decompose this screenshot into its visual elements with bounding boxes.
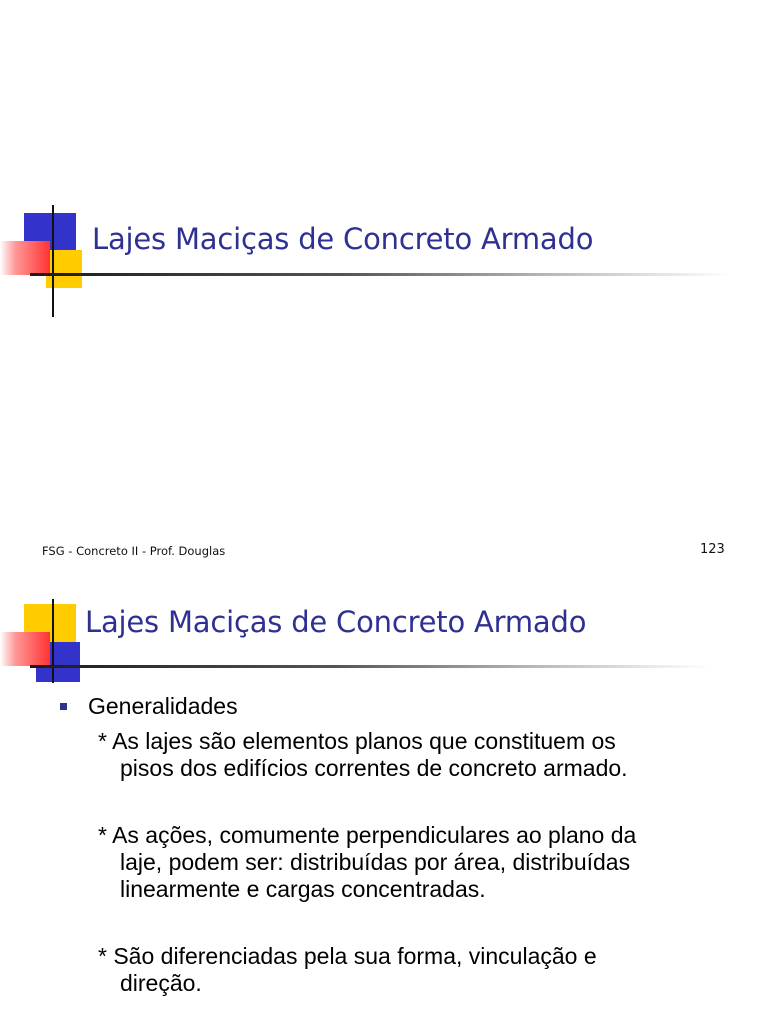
- paragraph-line: * As ações, comumente perpendiculares ao plano da: [98, 822, 637, 848]
- title-underline: [30, 665, 710, 668]
- paragraph-line: pisos dos edifícios correntes de concreto armado.: [120, 755, 628, 781]
- paragraph-line: linearmente e cargas concentradas.: [120, 876, 486, 902]
- red-square-icon: [0, 632, 50, 666]
- paragraph-line: * São diferenciadas pela sua forma, vinculação e: [98, 943, 597, 969]
- bullet-item: [60, 693, 238, 720]
- slide-title: Lajes Maciças de Concreto Armado: [92, 222, 594, 256]
- title-underline: [30, 273, 730, 276]
- page-number: 123: [700, 542, 725, 557]
- paragraph-1: [98, 728, 738, 782]
- paragraph-line: laje, podem ser: distribuídas por área, distribuídas: [120, 849, 631, 875]
- bullet-text: Generalidades: [88, 693, 238, 719]
- paragraph-line: * As lajes são elementos planos que constituem os: [98, 728, 616, 754]
- paragraph-line: direção.: [120, 970, 202, 996]
- square-bullet-icon: [60, 703, 67, 710]
- footer-course: FSG - Concreto II - Prof. Douglas: [42, 544, 226, 558]
- vertical-line: [52, 205, 54, 317]
- vertical-line: [52, 599, 54, 683]
- paragraph-2: [98, 822, 738, 903]
- slide-title: Lajes Maciças de Concreto Armado: [85, 605, 587, 639]
- slide-124: [0, 572, 768, 1024]
- red-square-icon: [0, 241, 50, 275]
- paragraph-3: [98, 943, 738, 997]
